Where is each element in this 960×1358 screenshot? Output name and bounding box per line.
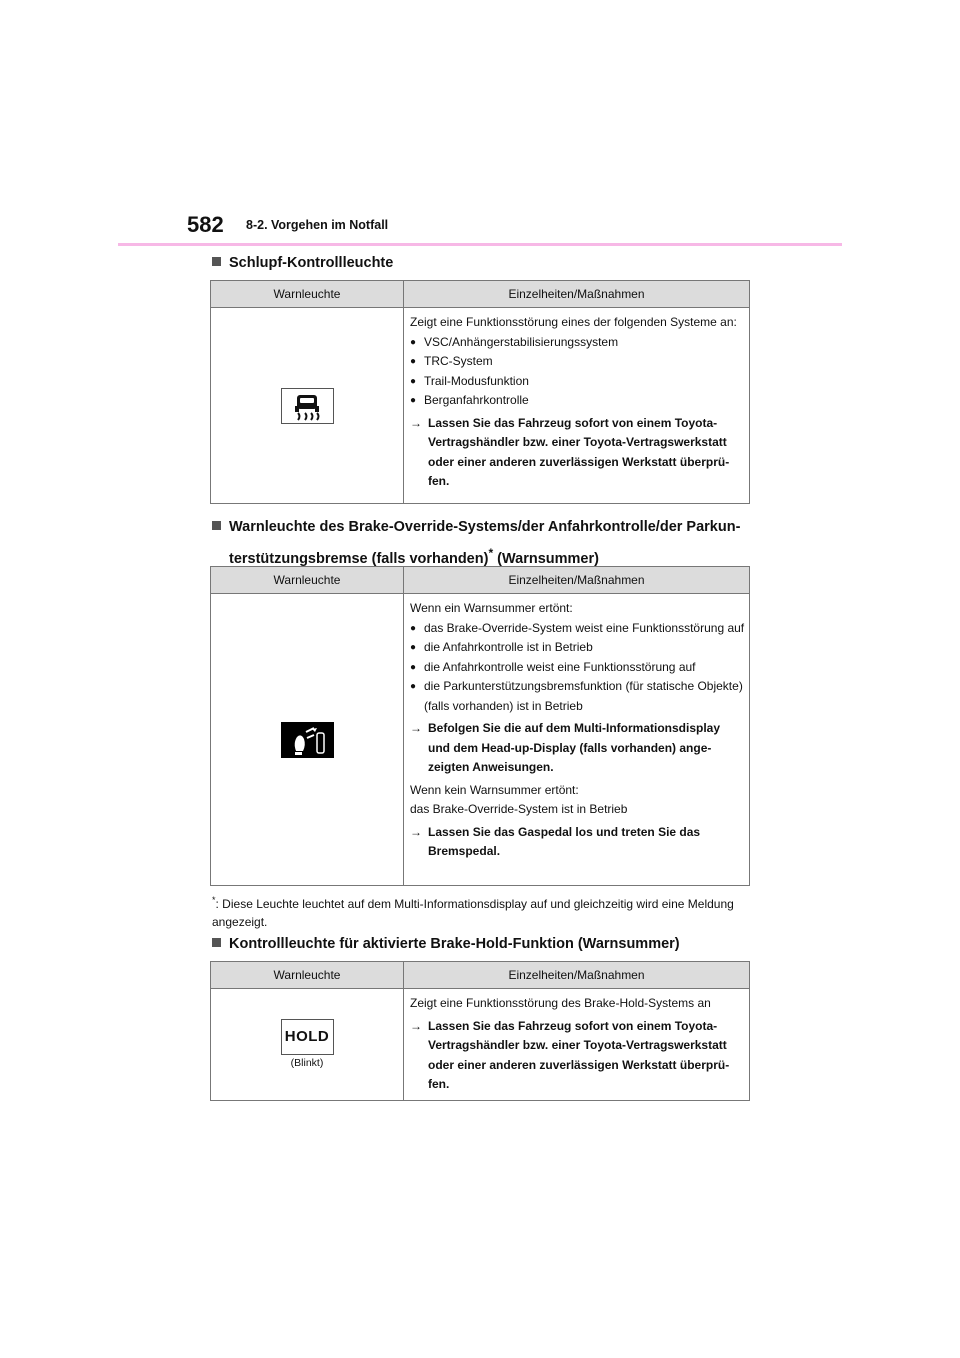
section-marker-icon — [212, 257, 221, 266]
description-cell — [404, 989, 750, 1101]
column-header-warnleuchte: Warnleuchte — [211, 281, 404, 308]
brake-override-icon — [281, 722, 334, 758]
description-intro: Wenn kein Warnsummer ertönt: — [410, 782, 579, 797]
arrow-icon: → — [410, 721, 422, 735]
arrow-icon: → — [410, 415, 422, 430]
action-text: Befolgen Sie die auf dem Multi-Informationsdisplay und dem Head-up-Display (falls vorhanden) ange-zeigten Anweisungen. — [428, 721, 721, 774]
warning-table — [210, 961, 750, 1101]
list-item: ● die Anfahrkontrolle ist in Betrieb — [410, 638, 745, 658]
icon-cell — [211, 308, 404, 504]
section-title — [212, 250, 393, 276]
list-item: ● das Brake-Override-System weist eine Funktionsstörung auf — [410, 619, 745, 639]
column-header-details: Einzelheiten/Maßnahmen — [404, 962, 750, 989]
column-header-warnleuchte: Warnleuchte — [211, 962, 404, 989]
section-title — [212, 931, 680, 957]
section-marker-icon — [212, 938, 221, 947]
icon-caption: (Blinkt) — [290, 1057, 324, 1070]
section-title-text: Schlupf-Kontrollleuchte — [229, 255, 394, 271]
description-text: das Brake-Override-System ist in Betrieb — [410, 802, 628, 816]
action-item — [410, 414, 745, 492]
section-title-text: Warnleuchte des Brake-Override-Systems/der Anfahrkontrolle/der Parkun- — [229, 519, 741, 535]
column-header-details: Einzelheiten/Maßnahmen — [404, 567, 750, 594]
slip-indicator-icon — [281, 388, 334, 424]
action-item — [410, 719, 745, 778]
page-number: 582 — [187, 212, 224, 237]
list-item: ● VSC/Anhängerstabilisierungssystem — [410, 333, 745, 353]
action-text: Lassen Sie das Fahrzeug sofort von einem Toyota-Vertragshändler bzw. einer Toyota-Vertragswerkstatt oder einer anderen zuverlässigen Werkstatt überprü-fen. — [428, 415, 730, 488]
action-text: Lassen Sie das Gaspedal los und treten Sie das Bremspedal. — [428, 824, 701, 858]
section-title-text: terstützungsbremse (falls vorhanden) — [229, 550, 489, 567]
section-title-text: (Warnsummer) — [493, 550, 599, 567]
list-item: ● Trail-Modusfunktion — [410, 372, 745, 392]
list-item: ● die Anfahrkontrolle weist eine Funktionsstörung auf — [410, 658, 745, 678]
column-header-details: Einzelheiten/Maßnahmen — [404, 281, 750, 308]
footnote — [212, 891, 752, 931]
arrow-icon: → — [410, 1018, 422, 1033]
warning-table — [210, 280, 750, 504]
warning-table — [210, 566, 750, 886]
action-item — [410, 1017, 745, 1095]
arrow-icon: → — [410, 824, 422, 839]
description-intro: Wenn ein Warnsummer ertönt: — [410, 601, 573, 615]
description-cell — [404, 308, 750, 504]
footnote-text: : Diese Leuchte leuchtet auf dem Multi-Informationsdisplay auf und gleichzeitig wird eine Meldung angezeigt. — [212, 897, 734, 929]
list-item: ● die Parkunterstützungsbremsfunktion (für statische Objekte) (falls vorhanden) ist in Betrieb — [410, 677, 745, 716]
column-header-warnleuchte: Warnleuchte — [211, 567, 404, 594]
hold-indicator-icon — [281, 1019, 334, 1055]
description-intro: Zeigt eine Funktionsstörung des Brake-Hold-Systems an — [410, 996, 711, 1010]
footnote-mark: * — [488, 546, 494, 560]
description-intro: Zeigt eine Funktionsstörung eines der folgenden Systeme an: — [410, 315, 737, 329]
list-item: ● TRC-System — [410, 352, 745, 372]
section-title-text: Kontrollleuchte für aktivierte Brake-Hold-Funktion (Warnsummer) — [229, 936, 680, 952]
header-rule — [118, 243, 842, 246]
section-title — [212, 514, 740, 572]
icon-cell — [211, 989, 404, 1101]
hold-icon-label: HOLD — [284, 1028, 330, 1046]
section-marker-icon — [212, 521, 221, 530]
action-text: Lassen Sie das Fahrzeug sofort von einem Toyota-Vertragshändler bzw. einer Toyota-Vertragswerkstatt oder einer anderen zuverlässigen Werkstatt überprü-fen. — [428, 1018, 730, 1091]
action-item — [410, 823, 745, 862]
footnote-mark: * — [212, 895, 216, 905]
chapter-title: 8-2. Vorgehen im Notfall — [246, 218, 389, 232]
list-item: ● Berganfahrkontrolle — [410, 391, 745, 411]
icon-cell — [211, 594, 404, 886]
description-cell — [404, 594, 750, 886]
